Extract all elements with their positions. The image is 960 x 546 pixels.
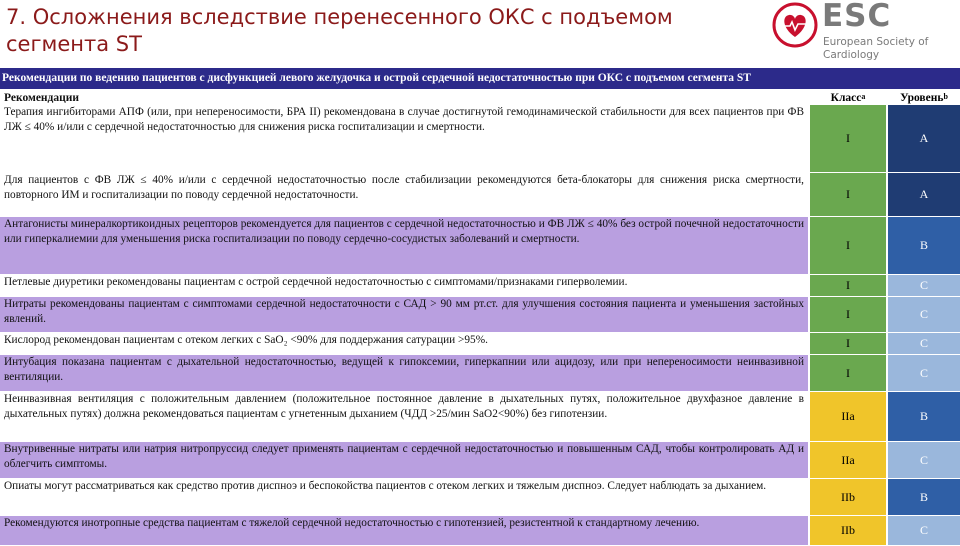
table-row — [0, 333, 960, 355]
row-text: Терапия ингибиторами АПФ (или, при непереносимости, БРА II) рекомендована в случае достигнутой гемодинамической стабильности для всех пациентов при ФВ ЛЖ ≤ 40% и/или с сердечной недостаточностью для снижения риска госпитализации и смертности. — [0, 105, 808, 173]
row-text: Неинвазивная вентиляция с положительным давлением (положительное постоянное давление в дыхательных путях, положительное двухфазное давление в дыхательных путях) должна рекомендоваться пациентам с угнетенным дыханием (ЧДД >25/мин SaO2<90%) без гипотензии. — [0, 392, 808, 442]
column-level: Уровень b — [886, 91, 960, 109]
logo-abbr: ESC — [822, 0, 892, 34]
row-class: IIa — [808, 442, 886, 479]
row-text: Кислород рекомендован пациентам с отеком легких с SaO₂ <90% для поддержания сатурации >95%. — [0, 333, 808, 355]
row-level: B — [886, 217, 960, 275]
row-level: C — [886, 442, 960, 479]
table-row — [0, 442, 960, 479]
column-recommendation: Рекомендации — [0, 91, 808, 109]
row-class: I — [808, 105, 886, 173]
column-class: Класс a — [808, 91, 886, 109]
table-row — [0, 105, 960, 173]
row-text: Внутривенные нитраты или натрия нитропруссид следует применять пациентам с сердечной недостаточностью и повышенным САД, чтобы контролировать АД и облегчить симптомы. — [0, 442, 808, 479]
row-level: C — [886, 275, 960, 297]
row-class: I — [808, 275, 886, 297]
table-row — [0, 355, 960, 392]
row-text: Антагонисты минералкортикоидных рецепторов рекомендуется для пациентов с сердечной недостаточностью и ФВ ЛЖ ≤ 40% без острой почечной недостаточности или гиперкалиемии для уменьшения риска госпитализации по поводу сердечно-сосудистых заболеваний и смертности. — [0, 217, 808, 275]
row-class: I — [808, 355, 886, 392]
row-text: Петлевые диуретики рекомендованы пациентам с острой сердечной недостаточностью с симптомами/признаками гиперволемии. — [0, 275, 808, 297]
row-class: IIb — [808, 516, 886, 546]
row-level: A — [886, 173, 960, 217]
row-level: C — [886, 516, 960, 546]
row-level: B — [886, 392, 960, 442]
row-text: Рекомендуются инотропные средства пациентам с тяжелой сердечной недостаточностью с гипотензией, резистентной к стандартному лечению. — [0, 516, 808, 546]
row-level: A — [886, 105, 960, 173]
table-row — [0, 516, 960, 546]
table-row — [0, 275, 960, 297]
row-level: C — [886, 333, 960, 355]
row-text: Интубация показана пациентам с дыхательной недостаточностью, ведущей к гипоксемии, гиперкапнии или ацидозу, или при непереносимости неинвазивной вентиляции. — [0, 355, 808, 392]
row-class: I — [808, 297, 886, 333]
esc-logo — [770, 0, 960, 68]
table-row — [0, 479, 960, 516]
row-text: Нитраты рекомендованы пациентам с симптомами сердечной недостаточности с САД > 90 мм рт.ст. для улучшения состояния пациента и уменьшения застойных явлений. — [0, 297, 808, 333]
table-row — [0, 173, 960, 217]
row-text: Опиаты могут рассматриваться как средство против диспноэ и беспокойства пациентов с отеком легких и тяжелым диспноэ. Следует наблюдать за дыханием. — [0, 479, 808, 516]
recommendations-table — [0, 91, 960, 546]
row-level: C — [886, 297, 960, 333]
row-class: IIb — [808, 479, 886, 516]
row-text: Для пациентов с ФВ ЛЖ ≤ 40% и/или с сердечной недостаточностью после стабилизации рекомендуются бета-блокаторы для снижения риска смертности, повторного ИМ и госпитализации по поводу сердечной недостаточности. — [0, 173, 808, 217]
logo-subtitle: European Society of Cardiology — [823, 36, 929, 61]
row-class: I — [808, 217, 886, 275]
heart-logo-icon — [772, 2, 818, 48]
row-class: I — [808, 173, 886, 217]
table-row — [0, 217, 960, 275]
row-level: B — [886, 479, 960, 516]
table-header: Рекомендации по ведению пациентов с дисфункцией левого желудочка и острой сердечной недостаточностью при ОКС с подъемом сегмента ST — [0, 68, 960, 89]
table-row — [0, 297, 960, 333]
table-row — [0, 392, 960, 442]
slide-title: 7. Осложнения вследствие перенесенного ОКС с подъемом сегмента ST — [6, 5, 673, 56]
row-class: IIa — [808, 392, 886, 442]
row-level: C — [886, 355, 960, 392]
row-class: I — [808, 333, 886, 355]
